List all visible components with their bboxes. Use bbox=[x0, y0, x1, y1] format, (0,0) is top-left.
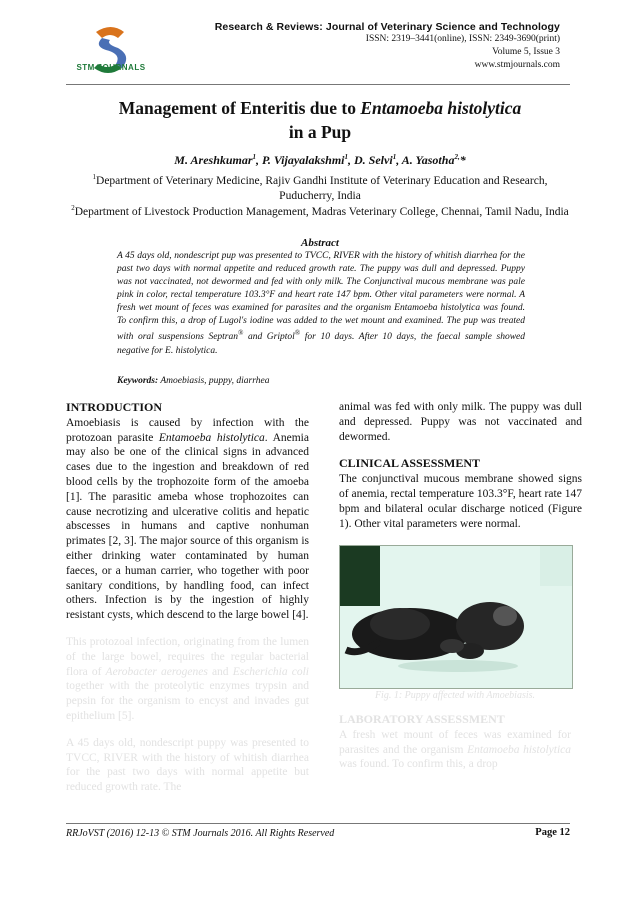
author-1: M. Areshkumar bbox=[174, 153, 253, 167]
corresponding-mark: * bbox=[459, 153, 466, 167]
registered-mark-1: ® bbox=[238, 329, 244, 338]
author-4-affil: 2, bbox=[454, 153, 460, 161]
intro-p2-b: and bbox=[207, 665, 233, 678]
case-continuation: animal was fed with only milk. The puppy was dull and depressed. Puppy was not vaccinated and dewormed. bbox=[339, 401, 582, 443]
intro-paragraph-1 bbox=[66, 416, 309, 623]
affiliation-2-num: 2 bbox=[71, 204, 75, 212]
registered-mark-2: ® bbox=[294, 329, 301, 338]
left-column bbox=[66, 400, 309, 807]
author-4: A. Yasotha bbox=[401, 153, 455, 167]
lab-text-b: was found. To confirm this, a drop bbox=[339, 758, 498, 771]
affiliation-2 bbox=[66, 201, 574, 220]
affiliation-2-text: Department of Livestock Production Management, Madras Veterinary College, Chennai, Tamil Nadu, India bbox=[74, 205, 569, 218]
author-list: M. Areshkumar$^1$, P. Vijayalakshmi$^1$, D. Selvi$^1$, A. Yasotha$^{2,}$* bbox=[174, 153, 466, 167]
volume-issue: Volume 5, Issue 3 bbox=[492, 47, 560, 57]
clinical-assessment-heading: CLINICAL ASSESSMENT bbox=[339, 456, 481, 471]
keywords-list: Amoebiasis, puppy, diarrhea bbox=[158, 376, 270, 386]
intro-paragraph-2 bbox=[66, 635, 309, 724]
intro-p1-b: . Anemia may also be one of the clinical signs in advanced cases due to the ingestion and breakdown of red blood cells by the trophozoite form of the amoeba [1]. The parasitic ameba whose trophozoites can cause necrotizing and ulcerative colitis and hepatic abscesses in humans and captive nonhuman primates [2, 3]. The major source of this organism is either drinking water contaminated by human faeces, or a human carrier, who together with poor sanitary conditions, by handling food, can infect others. Infection is by the ingestion of highly resistant cysts, which descend to the large bowel [4]. bbox=[66, 431, 309, 622]
logo-text: STM JOURNALS bbox=[76, 63, 146, 72]
laboratory-assessment bbox=[339, 712, 571, 772]
abstract-heading: Abstract bbox=[301, 237, 339, 249]
affiliation-1-text: Department of Veterinary Medicine, Rajiv Gandhi Institute of Veterinary Education and Research, Puducherry, India bbox=[96, 174, 548, 202]
abstract-text-3: for 10 days. After 10 days, the faecal sample showed negative for E. histolytica. bbox=[117, 332, 526, 356]
affiliation-1-num: 1 bbox=[92, 173, 97, 181]
header-rule bbox=[66, 84, 570, 85]
author-2: P. Vijayalakshmi bbox=[262, 153, 345, 167]
laboratory-assessment-heading: LABORATORY ASSESSMENT bbox=[339, 712, 505, 726]
journal-name: Research & Reviews: Journal of Veterinary Science and Technology bbox=[214, 21, 560, 33]
intro-p2-a: This protozoal infection, originating from the lumen of the large bowel, requires the regular bacterial flora of bbox=[66, 635, 309, 678]
author-3: D. Selvi bbox=[354, 153, 393, 167]
abstract-text-2: and Griptol bbox=[243, 332, 295, 343]
title-species: Entamoeba histolytica bbox=[360, 98, 522, 118]
abstract-body bbox=[117, 250, 525, 357]
clinical-assessment-text: The conjunctival mucous membrane showed signs of anemia, rectal temperature 103.3°F, heart rate 147 bpm and bilateral ocular discharge noticed (Figure 1). Other vital parameters were normal. bbox=[339, 473, 582, 530]
issn: ISSN: 2319–3441(online), ISSN: 2349-3690(print) bbox=[365, 34, 560, 44]
intro-p2-c: together with the proteolytic enzymes trypsin and pepsin for the organism to encyst and invades gut epithelium [5]. bbox=[66, 680, 309, 722]
right-column bbox=[339, 400, 582, 543]
title-line1: Management of Enteritis due to bbox=[118, 98, 361, 118]
abstract-text-1: A 45 days old, nondescript pup was presented to TVCC, RIVER with the history of whitish diarrhea for the past two days with normal appetite and reduced growth rate. The puppy was dull and depressed. Puppy was not vaccinated, not dewormed and fed with only milk. The Conjunctival mucous membrane was pale pink in color, rectal temperature 103.3°F and heart rate 147 bpm. Other vital parameters were normal. A fresh wet mount of feces was examined for parasites and the organism Entamoeba histolytica was found. To confirm this, a drop of Lugol's iodine was added to the wet mount and examined. The pup was treated with oral suspensions Septran bbox=[117, 251, 525, 343]
figure-caption: Fig. 1: Puppy affected with Amoebiasis. bbox=[374, 690, 536, 701]
author-2-affil: 1 bbox=[344, 153, 349, 161]
paper-title bbox=[60, 96, 580, 144]
keywords-label: Keywords: bbox=[117, 376, 159, 386]
figure-puppy-photo bbox=[339, 545, 573, 689]
intro-p2-species-2: Escherichia coli bbox=[232, 665, 309, 678]
journal-website: www.stmjournals.com bbox=[474, 60, 560, 70]
page-number: Page 12 bbox=[535, 827, 570, 838]
title-line2: in a Pup bbox=[288, 122, 352, 142]
keywords bbox=[117, 376, 525, 386]
lab-text-a: A fresh wet mount of feces was examined for parasites and the organism bbox=[339, 728, 571, 756]
footer-rule bbox=[66, 823, 570, 824]
introduction-heading: INTRODUCTION bbox=[66, 400, 163, 414]
journal-header bbox=[215, 21, 560, 72]
intro-p1-a: Amoebiasis is caused by infection with the protozoan parasite bbox=[66, 416, 309, 444]
footer-citation: RRJoVST (2016) 12-13 © STM Journals 2016. All Rights Reserved bbox=[66, 828, 335, 839]
lab-species: Entamoeba histolytica bbox=[467, 743, 571, 756]
author-1-affil: 1 bbox=[252, 153, 257, 161]
intro-paragraph-3: A 45 days old, nondescript puppy was presented to TVCC, RIVER with the history of whitish diarrhea for the past two days with normal appetite but reduced growth rate. The bbox=[66, 736, 309, 794]
author-3-affil: 1 bbox=[392, 153, 397, 161]
affiliation-1 bbox=[66, 170, 574, 204]
intro-p1-species: Entamoeba histolytica bbox=[158, 431, 265, 444]
intro-p2-species-1: Aerobacter aerogenes bbox=[105, 665, 208, 678]
